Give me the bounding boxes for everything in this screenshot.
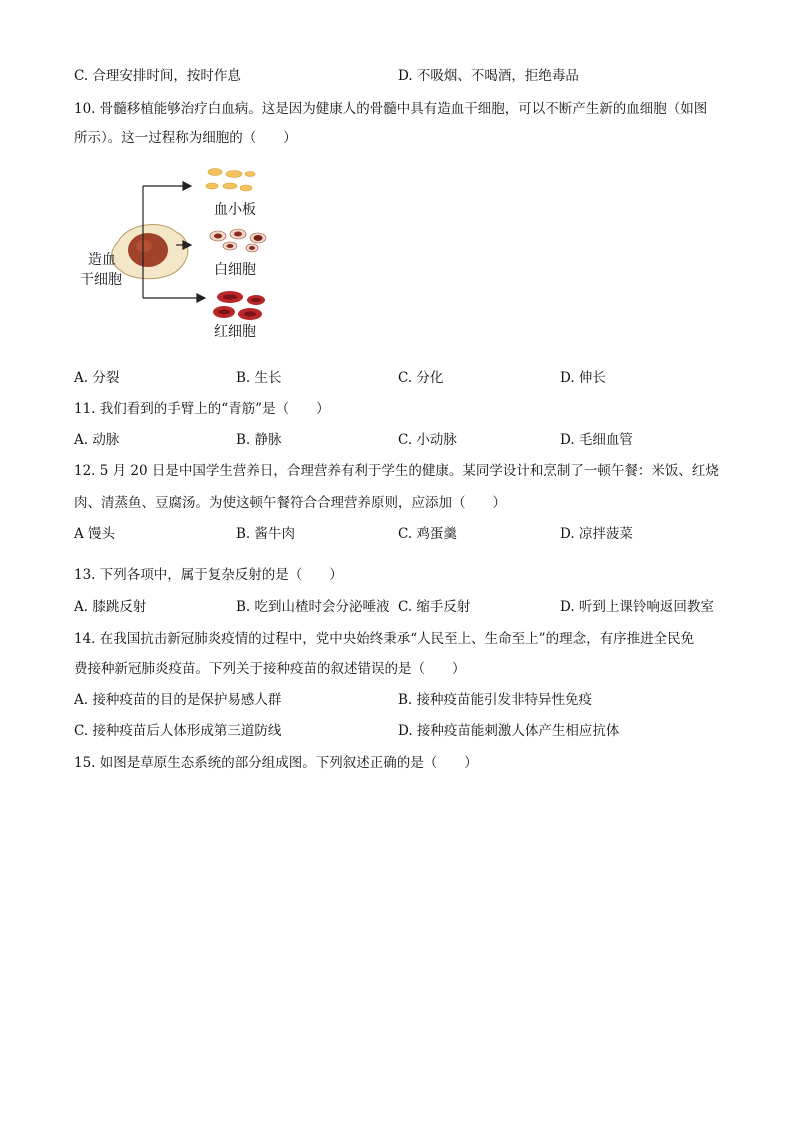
label-stem-cell-line1: 造血: [88, 252, 116, 268]
q12-option-b: B. 酱牛肉: [236, 526, 296, 542]
q12-stem-line1: 12. 5 月 20 日是中国学生营养日，合理营养有利于学生的健康。某同学设计和烹制了一顿午餐：米饭、红烧: [74, 463, 719, 479]
q9-option-c: C. 合理安排时间，按时作息: [74, 68, 241, 84]
q10-option-d: D. 伸长: [560, 370, 606, 386]
q11-option-a: A. 动脉: [74, 432, 120, 448]
q14-option-d: D. 接种疫苗能刺激人体产生相应抗体: [398, 723, 620, 739]
q13-option-b: B. 吃到山楂时会分泌唾液: [236, 599, 390, 615]
platelet-icons: [206, 169, 255, 192]
q11-option-d: D. 毛细血管: [560, 432, 633, 448]
q12-stem-line2: 肉、清蒸鱼、豆腐汤。为使这顿午餐符合合理营养原则，应添加（ ）: [74, 495, 506, 511]
stem-cell-icon: [112, 225, 188, 279]
q14-option-b: B. 接种疫苗能引发非特异性免疫: [398, 692, 593, 708]
label-stem-cell-line2: 干细胞: [80, 272, 122, 288]
q11-option-b: B. 静脉: [236, 432, 282, 448]
q11-option-c: C. 小动脉: [398, 432, 457, 448]
q14-stem-line1: 14. 在我国抗击新冠肺炎疫情的过程中，党中央始终秉承“人民至上、生命至上”的理念，有序推进全民免: [74, 631, 695, 647]
q15-stem: 15. 如图是草原生态系统的部分组成图。下列叙述正确的是（ ）: [74, 755, 478, 771]
q10-option-c: C. 分化: [398, 370, 444, 386]
q10-stem-line2: 所示）。这一过程称为细胞的（ ）: [74, 130, 297, 146]
q12-option-a: A 馒头: [74, 526, 116, 542]
red-blood-cell-icons: [213, 291, 265, 320]
q13-stem: 13. 下列各项中，属于复杂反射的是（ ）: [74, 567, 343, 583]
q10-stem-line1: 10. 骨髓移植能够治疗白血病。这是因为健康人的骨髓中具有造血干细胞，可以不断产生新的血细胞（如图: [74, 101, 708, 117]
q13-option-c: C. 缩手反射: [398, 599, 471, 615]
q10-option-a: A. 分裂: [74, 370, 120, 386]
q13-option-d: D. 听到上课铃响返回教室: [560, 599, 714, 615]
q14-option-a: A. 接种疫苗的目的是保护易感人群: [74, 692, 282, 708]
q14-stem-line2: 费接种新冠肺炎疫苗。下列关于接种疫苗的叙述错误的是（ ）: [74, 661, 466, 677]
q9-option-d: D. 不吸烟、不喝酒，拒绝毒品: [398, 68, 579, 84]
q14-option-c: C. 接种疫苗后人体形成第三道防线: [74, 723, 282, 739]
white-blood-cell-icons: [210, 229, 266, 252]
label-red-blood-cell: 红细胞: [214, 324, 256, 340]
label-platelet: 血小板: [214, 202, 256, 218]
q12-option-d: D. 凉拌菠菜: [560, 526, 633, 542]
blood-cell-differentiation-figure: [80, 160, 280, 345]
q11-stem: 11. 我们看到的手臂上的“青筋”是（ ）: [74, 401, 330, 417]
label-white-blood-cell: 白细胞: [214, 262, 256, 278]
q12-option-c: C. 鸡蛋羹: [398, 526, 457, 542]
q10-option-b: B. 生长: [236, 370, 282, 386]
q13-option-a: A. 膝跳反射: [74, 599, 147, 615]
figure-svg: [80, 160, 280, 345]
